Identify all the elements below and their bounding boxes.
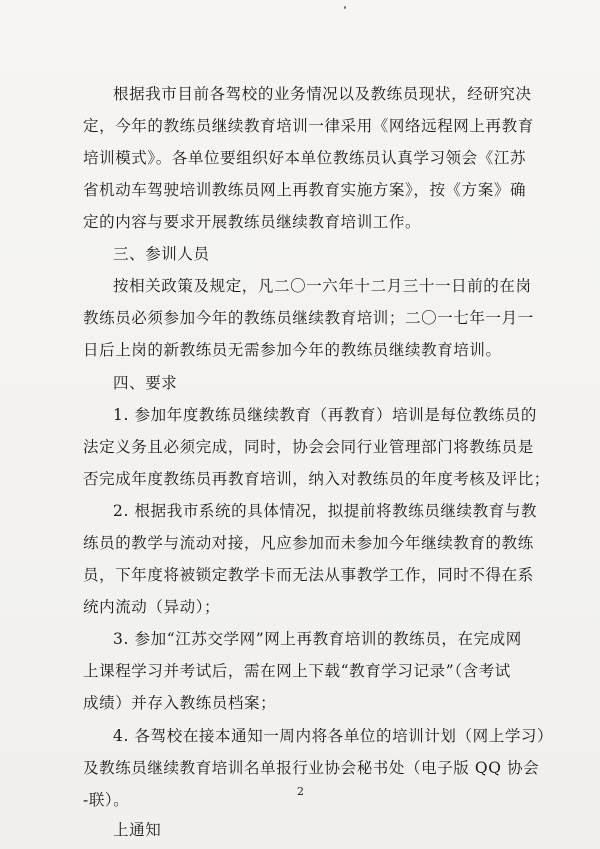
section-heading: 四、要求 bbox=[113, 374, 178, 392]
text-line: 3. 参加“江苏交学网”网上再教育培训的教练员，在完成网 bbox=[113, 630, 522, 648]
text-line: 根据我市目前各驾校的业务情况以及教练员现状，经研究决 bbox=[113, 85, 532, 103]
text-line: 成绩）并存入教练员档案； bbox=[83, 694, 277, 712]
text-line: 4. 各驾校在接本通知一周内将各单位的培训计划（网上学习） bbox=[113, 727, 554, 745]
text-line: 按相关政策及规定，凡二〇一六年十二月三十一日前的在岗 bbox=[113, 277, 532, 295]
text-line: 上课程学习并考试后，需在网上下载“教育学习记录”（含考试 bbox=[83, 662, 511, 680]
text-line: 法定义务且必须完成，同时，协会会同行业管理部门将教练员是 bbox=[83, 438, 534, 456]
text-line: 教练员必须参加今年的教练员继续教育培训；二〇一七年一月一 bbox=[83, 309, 534, 327]
text-line: 员，下年度将被锁定教学卡而无法从事教学工作，同时不得在系 bbox=[83, 566, 534, 584]
text-line: 练员的教学与流动对接，凡应参加而未参加今年继续教育的教练 bbox=[83, 534, 534, 552]
text-line: 定的内容与要求开展教练员继续教育培训工作。 bbox=[83, 213, 422, 231]
text-line: 上通知 bbox=[113, 821, 162, 839]
text-line: -联）。 bbox=[83, 791, 130, 809]
text-line: 2. 根据我市系统的具体情况，拟提前将教练员继续教育与教 bbox=[113, 502, 538, 520]
text-line: 省机动车驾驶培训教练员网上再教育实施方案》，按《方案》确 bbox=[83, 181, 527, 199]
text-line: 日后上岗的新教练员无需参加今年的教练员继续教育培训。 bbox=[83, 341, 502, 359]
text-line: 统内流动（异动）； bbox=[83, 598, 221, 616]
page-number: 2 bbox=[297, 785, 304, 798]
section-heading: 三、参训人员 bbox=[113, 245, 210, 263]
text-line: 及教练员继续教育培训名单报行业协会秘书处（电子版 QQ 协会 bbox=[83, 759, 540, 777]
scan-mark bbox=[344, 6, 346, 9]
text-line: 1. 参加年度教练员继续教育（再教育）培训是每位教练员的 bbox=[113, 406, 538, 424]
text-line: 培训模式》。各单位要组织好本单位教练员认真学习领会《江苏 bbox=[83, 149, 527, 167]
text-line: 定，今年的教练员继续教育培训一律采用《网络远程网上再教育 bbox=[83, 117, 534, 135]
text-line: 否完成年度教练员再教育培训，纳入对教练员的年度考核及评比； bbox=[83, 470, 550, 488]
